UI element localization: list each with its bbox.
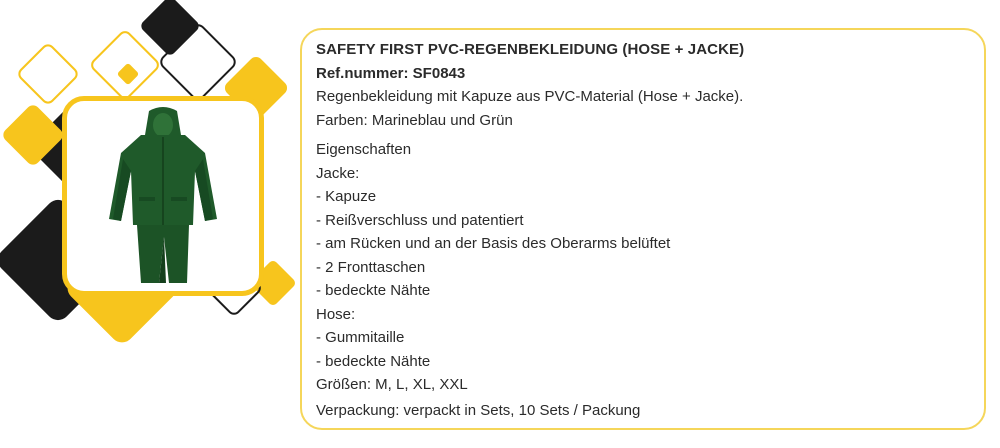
list-item: - Gummitaille <box>316 329 405 346</box>
trousers-heading: Hose: <box>316 305 356 323</box>
rain-suit-image <box>67 101 259 291</box>
list-item: - Kapuze <box>316 188 377 205</box>
list-item: - bedeckte Nähte <box>316 352 431 370</box>
features-heading: Eigenschaften <box>316 141 412 158</box>
list-item: - 2 Fronttaschen <box>316 258 426 276</box>
product-colors: Farben: Marineblau und Grün <box>316 111 513 129</box>
jacket-heading: Jacke: <box>316 164 360 182</box>
list-item: - Reißverschluss und patentiert <box>316 211 524 229</box>
product-image-frame <box>62 96 264 296</box>
product-sizes: Größen: M, L, XL, XXL <box>316 376 468 393</box>
product-packaging: Verpackung: verpackt in Sets, 10 Sets / Packung <box>316 401 641 419</box>
product-title: SAFETY FIRST PVC-REGENBEKLEIDUNG (HOSE + JACKE) <box>316 41 745 58</box>
list-item: - am Rücken und an der Basis des Oberarms belüftet <box>316 235 671 252</box>
product-description <box>316 38 966 422</box>
list-item: - bedeckte Nähte <box>316 282 431 299</box>
reference-number: Ref.nummer: SF0843 <box>316 64 466 82</box>
product-summary: Regenbekleidung mit Kapuze aus PVC-Material (Hose + Jacke). <box>316 88 744 105</box>
